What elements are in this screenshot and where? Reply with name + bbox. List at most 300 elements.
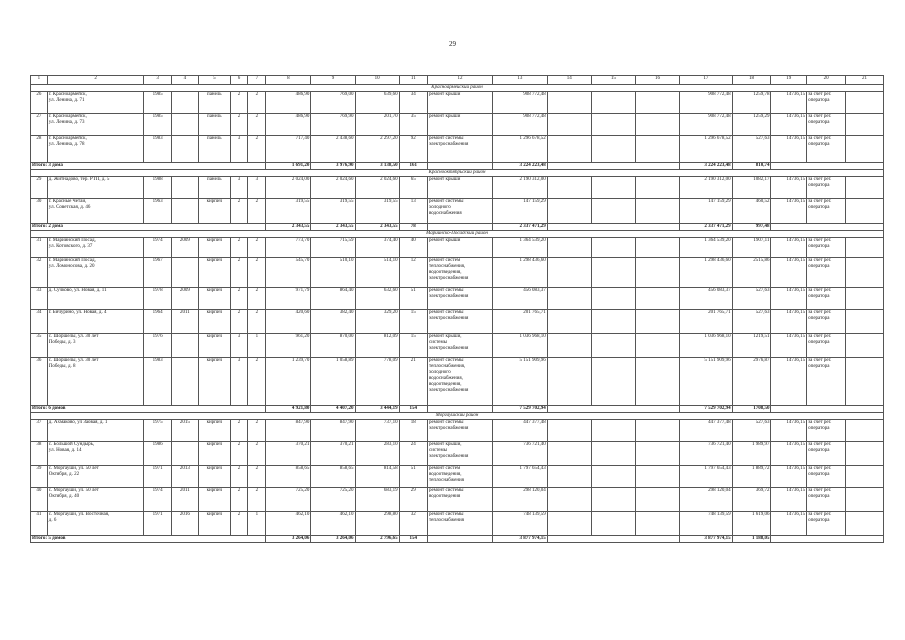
table-cell: 908 772,48 [680, 114, 733, 136]
table-cell: 147 159,29 [680, 199, 733, 224]
column-number-cell: 17 [680, 76, 733, 85]
table-cell: 2015 [171, 420, 198, 442]
table-cell: 329,20 [355, 310, 399, 334]
table-cell [547, 199, 591, 224]
table-cell: 1 296 678,52 [680, 136, 733, 163]
table-cell [635, 288, 679, 310]
table-cell [635, 238, 679, 258]
table-cell: 1978 [144, 288, 171, 310]
table-cell: за счет рег. оператора [807, 310, 846, 334]
table-cell: ремонт крыши [427, 92, 492, 114]
subtotal-cell: 3 224 223,48 [493, 163, 548, 170]
column-number-cell: 16 [635, 76, 679, 85]
table-cell: 769,90 [311, 114, 355, 136]
table-cell [547, 310, 591, 334]
table-cell: панель [199, 177, 231, 199]
subtotal-cell: 1708,50 [732, 406, 771, 413]
table-cell [846, 310, 884, 334]
table-cell: 201,70 [355, 114, 399, 136]
table-cell: 298 120,04 [493, 488, 548, 512]
table-row [31, 488, 884, 512]
table-cell: 1 298 436,60 [680, 258, 733, 288]
table-cell: кирпич [199, 466, 231, 488]
table-cell: 32 [31, 258, 48, 288]
table-cell [846, 238, 884, 258]
subtotal-cell: 4 407,20 [311, 406, 355, 413]
subtotal-row [31, 536, 884, 543]
subtotal-cell [771, 163, 884, 170]
district-name: Краснооктябрьский район [31, 170, 884, 177]
table-cell [846, 442, 884, 466]
subtotal-cell: 810,74 [732, 163, 771, 170]
table-cell: 2 [248, 199, 266, 224]
table-cell: 725,20 [311, 488, 355, 512]
subtotal-cell: 3 264,06 [311, 536, 355, 543]
table-cell [846, 512, 884, 536]
table-cell: 1985 [144, 114, 171, 136]
table-cell [547, 466, 591, 488]
table-cell [171, 114, 198, 136]
column-number-cell: 9 [311, 76, 355, 85]
table-cell: 514,10 [355, 258, 399, 288]
column-number-cell: 4 [171, 76, 198, 85]
table-cell [547, 114, 591, 136]
table-cell [591, 512, 635, 536]
table-cell: 2 [248, 92, 266, 114]
table-cell: 908 772,48 [680, 92, 733, 114]
table-cell: кирпич [199, 358, 231, 406]
table-cell: панель [199, 136, 231, 163]
subtotal-cell: 3 224 223,48 [680, 163, 733, 170]
table-cell: 870,00 [311, 334, 355, 358]
table-cell [635, 114, 679, 136]
table-cell [547, 334, 591, 358]
subtotal-cell [427, 536, 492, 543]
district-heading-row [31, 231, 884, 238]
table-cell: за счет рег. оператора [807, 136, 846, 163]
table-cell: 778,09 [355, 358, 399, 406]
table-cell [547, 238, 591, 258]
table-cell: 14736,15 [771, 199, 807, 224]
table-cell: 3 [230, 136, 248, 163]
table-cell: 510,10 [311, 258, 355, 288]
table-cell: 1967 [144, 258, 171, 288]
subtotal-cell: 3 264,06 [266, 536, 311, 543]
table-cell [547, 92, 591, 114]
table-cell [635, 177, 679, 199]
table-cell: 456 083,37 [493, 288, 548, 310]
table-cell: 298,80 [355, 512, 399, 536]
table-cell [846, 92, 884, 114]
table-cell: за счет рег. оператора [807, 420, 846, 442]
table-cell: 545,70 [266, 258, 311, 288]
repair-schedule-table [30, 75, 884, 543]
table-cell [635, 488, 679, 512]
table-cell [591, 488, 635, 512]
subtotal-cell: 1 691,20 [266, 163, 311, 170]
table-cell [846, 258, 884, 288]
table-cell: кирпич [199, 334, 231, 358]
table-cell: 319,55 [311, 199, 355, 224]
table-cell [846, 488, 884, 512]
column-number-cell: 1 [31, 76, 48, 85]
column-number-cell: 8 [266, 76, 311, 85]
table-cell: 2 024,60 [311, 177, 355, 199]
subtotal-label: Итого: 3 дома [31, 163, 266, 170]
column-number-cell: 10 [355, 76, 399, 85]
table-cell: д. Сучково, ул. Новая, д. 11 [47, 288, 144, 310]
subtotal-row [31, 163, 884, 170]
subtotal-cell: 78 [399, 224, 427, 231]
table-cell: 748 139,59 [493, 512, 548, 536]
table-cell: 2 297,20 [355, 136, 399, 163]
table-row [31, 466, 884, 488]
table-cell: 1 619,06 [732, 512, 771, 536]
district-heading-row [31, 170, 884, 177]
table-cell: 14736,15 [771, 334, 807, 358]
table-cell: 12 [399, 258, 427, 288]
table-cell: 527,63 [732, 310, 771, 334]
table-cell: за счет рег. оператора [807, 334, 846, 358]
table-cell: 147 159,29 [493, 199, 548, 224]
table-cell: 527,63 [732, 136, 771, 163]
subtotal-cell: 7 529 702,94 [493, 406, 548, 413]
table-cell [171, 199, 198, 224]
table-cell: 2 [230, 310, 248, 334]
table-cell: ремонт системы электроснабжения [427, 136, 492, 163]
table-cell: за счет рег. оператора [807, 442, 846, 466]
table-cell: 527,63 [732, 420, 771, 442]
table-cell [591, 358, 635, 406]
table-cell [635, 92, 679, 114]
table-cell [547, 442, 591, 466]
table-cell [547, 420, 591, 442]
table-cell: за счет рег. оператора [807, 114, 846, 136]
table-cell: 773,70 [266, 238, 311, 258]
subtotal-cell: 7 529 702,94 [680, 406, 733, 413]
table-cell [591, 177, 635, 199]
table-row [31, 358, 884, 406]
table-cell: 683,19 [355, 488, 399, 512]
table-cell: 2 [248, 288, 266, 310]
table-cell: кирпич [199, 310, 231, 334]
table-cell: 35 [399, 114, 427, 136]
column-number-cell: 5 [199, 76, 231, 85]
table-cell: 14736,15 [771, 310, 807, 334]
table-cell: панель [199, 114, 231, 136]
table-cell [171, 258, 198, 288]
table-cell: 447 377,48 [493, 420, 548, 442]
table-row [31, 512, 884, 536]
table-cell: за счет рег. оператора [807, 238, 846, 258]
table-cell [846, 288, 884, 310]
table-cell: 961,20 [266, 334, 311, 358]
table-cell: 369,72 [732, 488, 771, 512]
table-cell: кирпич [199, 199, 231, 224]
table-cell [591, 92, 635, 114]
table-body [31, 76, 884, 543]
table-cell: 2 [230, 488, 248, 512]
table-cell: 319,55 [355, 199, 399, 224]
table-cell: 32 [399, 512, 427, 536]
table-cell: 14736,15 [771, 288, 807, 310]
table-cell: ремонт системы электроснабжения [427, 310, 492, 334]
table-cell: 65 [399, 177, 427, 199]
table-row [31, 114, 884, 136]
district-name: Красноармейский район [31, 85, 884, 92]
table-cell [591, 258, 635, 288]
table-cell: 2 024,00 [266, 177, 311, 199]
table-cell [635, 442, 679, 466]
table-cell: 30 [31, 199, 48, 224]
table-cell: 14736,15 [771, 420, 807, 442]
table-cell: 51 [399, 288, 427, 310]
subtotal-cell [427, 163, 492, 170]
table-cell [171, 334, 198, 358]
table-cell: 1 889,72 [732, 466, 771, 488]
table-cell: 41 [31, 512, 48, 536]
table-cell: 1986 [144, 442, 171, 466]
table-cell: панель [199, 92, 231, 114]
table-cell [547, 177, 591, 199]
table-cell [635, 420, 679, 442]
table-cell: г. Красные Четаи, ул. Советская, д. 46 [47, 199, 144, 224]
subtotal-cell: 2 343,55 [266, 224, 311, 231]
table-cell: с. Большой Сундырь, ул. Новая, д. 14 [47, 442, 144, 466]
table-cell: ремонт крыши [427, 177, 492, 199]
table-cell: 632,60 [355, 288, 399, 310]
table-cell: 201 765,71 [680, 310, 733, 334]
table-cell: 1 989,97 [732, 442, 771, 466]
table-row [31, 288, 884, 310]
table-cell: 2 [230, 420, 248, 442]
table-cell [171, 136, 198, 163]
table-cell: 1 298 436,60 [493, 258, 548, 288]
table-cell: 1259,78 [732, 92, 771, 114]
table-cell: 486,90 [266, 114, 311, 136]
table-row [31, 136, 884, 163]
subtotal-cell [547, 536, 679, 543]
table-cell: 2976,87 [732, 358, 771, 406]
table-cell: 1985 [144, 92, 171, 114]
table-cell: 2 [248, 136, 266, 163]
table-cell [635, 258, 679, 288]
table-row [31, 310, 884, 334]
table-cell: 3 [230, 177, 248, 199]
table-row [31, 238, 884, 258]
subtotal-cell: 161 [399, 163, 427, 170]
subtotal-cell: 154 [399, 536, 427, 543]
table-cell: 1 296 678,52 [493, 136, 548, 163]
table-cell: 1971 [144, 466, 171, 488]
subtotal-row [31, 406, 884, 413]
table-cell: 15 [399, 310, 427, 334]
table-cell: ремонт крыши [427, 114, 492, 136]
table-cell: г. Мариинский Посад, ул. Ломоносова, д. 20 [47, 258, 144, 288]
table-cell: 1 239,70 [266, 358, 311, 406]
table-cell: ремонт системы теплоснабжения, холодного водоснабжения, водоотведения, электроснабжения [427, 358, 492, 406]
table-cell: за счет рег. оператора [807, 92, 846, 114]
subtotal-cell [547, 406, 679, 413]
table-cell: 370,21 [311, 442, 355, 466]
table-cell: кирпич [199, 488, 231, 512]
table-cell: 2 [248, 258, 266, 288]
table-cell: 15 [399, 334, 427, 358]
table-cell: 715,59 [311, 238, 355, 258]
subtotal-cell: 2 343,55 [355, 224, 399, 231]
table-cell: 14736,15 [771, 258, 807, 288]
table-cell: 370,21 [266, 442, 311, 466]
subtotal-cell [771, 406, 884, 413]
table-cell: 28 [31, 136, 48, 163]
subtotal-cell: 2 796,65 [355, 536, 399, 543]
table-cell: 40 [399, 238, 427, 258]
table-cell [547, 258, 591, 288]
table-cell: г. Красноармейск, ул. Ленина, д. 73 [47, 114, 144, 136]
table-cell: 725,20 [266, 488, 311, 512]
table-cell: за счет рег. оператора [807, 288, 846, 310]
table-cell: 1974 [144, 238, 171, 258]
table-cell: 1976 [144, 334, 171, 358]
table-cell: 460,52 [732, 199, 771, 224]
table-cell: 14736,15 [771, 466, 807, 488]
table-cell: 1 364 539,20 [493, 238, 548, 258]
table-cell: 283,10 [355, 442, 399, 466]
column-number-cell: 15 [591, 76, 635, 85]
table-cell: 737,10 [355, 420, 399, 442]
column-number-cell: 2 [47, 76, 144, 85]
table-cell: 14736,15 [771, 177, 807, 199]
subtotal-cell: 3 138,50 [355, 163, 399, 170]
table-cell: 1983 [144, 136, 171, 163]
table-cell: за счет рег. оператора [807, 258, 846, 288]
table-cell: кирпич [199, 442, 231, 466]
table-cell: 908 772,48 [493, 114, 548, 136]
table-cell [591, 466, 635, 488]
table-cell: 2 190 312,00 [493, 177, 548, 199]
table-row [31, 199, 884, 224]
table-cell: 2013 [171, 466, 198, 488]
table-cell: 858,65 [311, 466, 355, 488]
table-cell: 31 [31, 238, 48, 258]
table-cell: 1 797 654,43 [493, 466, 548, 488]
table-cell: 201 765,71 [493, 310, 548, 334]
subtotal-cell: 154 [399, 406, 427, 413]
table-row [31, 258, 884, 288]
table-cell: 812,09 [355, 334, 399, 358]
table-cell [591, 199, 635, 224]
column-number-cell: 20 [807, 76, 846, 85]
table-cell [591, 420, 635, 442]
column-number-cell: 18 [732, 76, 771, 85]
table-cell: 36 [31, 358, 48, 406]
table-cell: 2 [248, 310, 266, 334]
table-cell [635, 358, 679, 406]
table-cell [547, 136, 591, 163]
table-cell [591, 114, 635, 136]
table-cell: 2 [230, 92, 248, 114]
column-number-cell: 14 [547, 76, 591, 85]
table-cell: 382,40 [311, 310, 355, 334]
table-cell: 462,10 [266, 512, 311, 536]
column-number-cell: 7 [248, 76, 266, 85]
table-cell: 374,40 [355, 238, 399, 258]
table-cell: г. Бичурино, ул. Новая, д. 4 [47, 310, 144, 334]
table-cell: ремонт системы электроснабжения [427, 288, 492, 310]
subtotal-cell: 3 877 974,15 [493, 536, 548, 543]
table-cell: 2 [230, 288, 248, 310]
table-cell: 51 [399, 466, 427, 488]
table-cell: 14736,15 [771, 92, 807, 114]
table-cell [591, 334, 635, 358]
column-number-cell: 6 [230, 76, 248, 85]
table-cell: 1 036 968,10 [680, 334, 733, 358]
district-heading-row [31, 413, 884, 420]
table-cell: 1 797 654,43 [680, 466, 733, 488]
table-cell: ремонт систем водоотведения, теплоснабжения [427, 466, 492, 488]
table-cell: 2009 [171, 288, 198, 310]
subtotal-cell [771, 536, 884, 543]
table-cell [591, 238, 635, 258]
table-cell [591, 288, 635, 310]
table-cell: 26 [31, 92, 48, 114]
table-cell [635, 512, 679, 536]
table-cell: 2009 [171, 238, 198, 258]
table-cell: за счет рег. оператора [807, 466, 846, 488]
table-cell: 748 139,59 [680, 512, 733, 536]
table-cell: 14736,15 [771, 488, 807, 512]
table-cell: 2 [248, 114, 266, 136]
table-cell: кирпич [199, 258, 231, 288]
subtotal-label: Итого: 5 домов [31, 536, 266, 543]
table-cell: 736 721,40 [493, 442, 548, 466]
table-cell: 3 [248, 177, 266, 199]
column-number-cell: 13 [493, 76, 548, 85]
subtotal-cell: 2 337 471,29 [493, 224, 548, 231]
table-cell: 29 [31, 177, 48, 199]
table-cell: кирпич [199, 288, 231, 310]
table-cell: 35 [31, 334, 48, 358]
table-cell: 1988 [144, 177, 171, 199]
table-cell: 14736,15 [771, 442, 807, 466]
page-number: 29 [449, 40, 456, 48]
subtotal-cell: 3 444,19 [355, 406, 399, 413]
table-cell: 2 [230, 199, 248, 224]
table-cell: 298 120,04 [680, 488, 733, 512]
district-name: Мариинско-Посадский район [31, 231, 884, 238]
table-cell: 39 [31, 466, 48, 488]
table-cell: 14736,15 [771, 512, 807, 536]
table-cell: 2 [230, 466, 248, 488]
table-cell: ремонт крыши, системы электроснабжения [427, 334, 492, 358]
table-cell: за счет рег. оператора [807, 177, 846, 199]
table-cell: 3 [230, 334, 248, 358]
subtotal-cell: 2 337 471,29 [680, 224, 733, 231]
table-cell: г. Красноармейск, ул. Ленина, д. 78 [47, 136, 144, 163]
district-heading-row [31, 85, 884, 92]
table-cell: 2 024,60 [355, 177, 399, 199]
table-cell: 2 [230, 258, 248, 288]
table-cell: 462,10 [311, 512, 355, 536]
table-cell: 1 [248, 512, 266, 536]
table-cell: 2 [248, 442, 266, 466]
table-cell: д. Житнадово, тер. РТП, д. 5 [47, 177, 144, 199]
table-cell: 34 [31, 310, 48, 334]
table-cell: 1907,11 [732, 238, 771, 258]
table-cell [547, 488, 591, 512]
column-number-cell: 3 [144, 76, 171, 85]
table-row [31, 177, 884, 199]
